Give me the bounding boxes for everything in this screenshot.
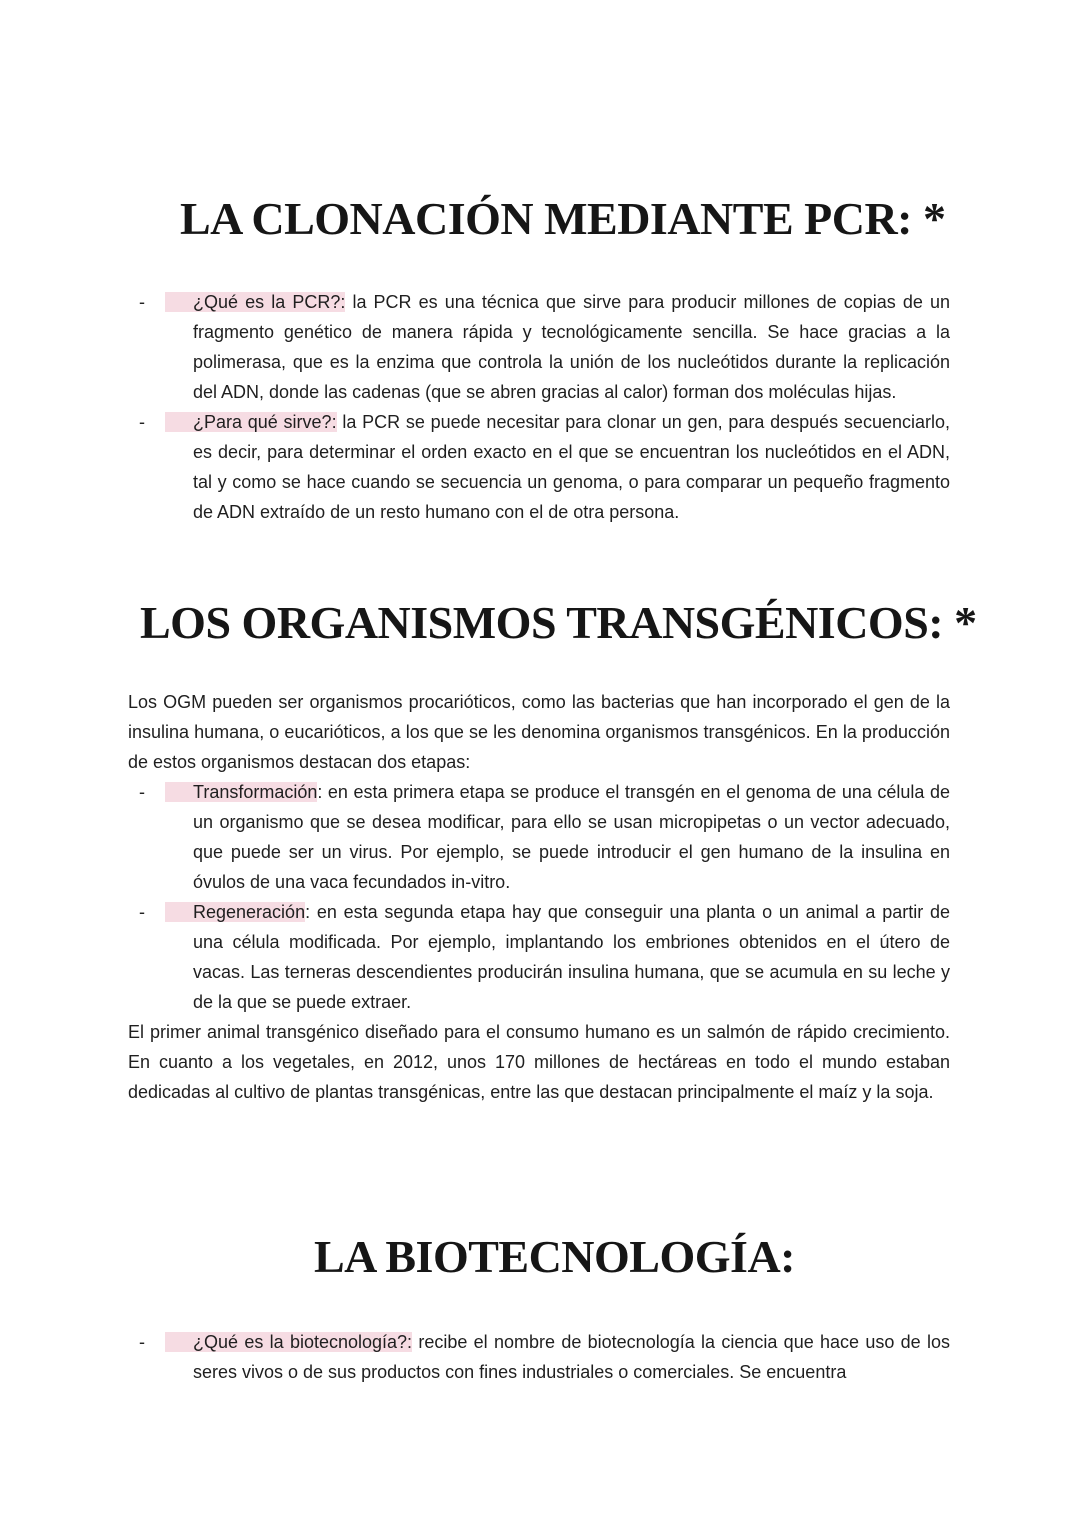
pcr-list — [128, 287, 950, 527]
highlighted-term: ¿Qué es la PCR?: — [193, 292, 346, 312]
list-item — [128, 407, 950, 527]
dash-bullet: - — [139, 902, 145, 922]
dash-bullet: - — [139, 1332, 145, 1352]
heading-biotechnology: LA BIOTECNOLOGÍA: — [314, 1231, 795, 1282]
list-item — [128, 777, 950, 897]
list-item — [128, 897, 950, 1017]
highlighted-term: Transformación — [193, 782, 318, 802]
heading-pcr-cloning: LA CLONACIÓN MEDIANTE PCR: * — [180, 193, 946, 244]
transgenic-closing-paragraph: El primer animal transgénico diseñado para el consumo humano es un salmón de rápido crecimiento. En cuanto a los vegetales, en 2012, unos 170 millones de hectáreas en todo el mundo estaban dedicadas al cultivo de plantas transgénicas, entre las que destacan principalmente el maíz y la soja. — [128, 1022, 950, 1102]
item-text: : en esta segunda etapa hay que conseguir una planta o un animal a partir de una célula modificada. Por ejemplo, implantando los embriones obtenidos en el útero de vacas. Las terneras descendientes producirán insulina humana, que se acumula en su leche y de la que se puede extraer. — [193, 902, 950, 1012]
item-text: la PCR es una técnica que sirve para producir millones de copias de un fragmento genético de manera rápida y tecnológicamente sencilla. Se hace gracias a la polimerasa, que es la enzima que controla la unión de los nucleótidos durante la replicación del ADN, donde las cadenas (que se abren gracias al calor) forman dos moléculas hijas. — [193, 292, 950, 402]
item-text: recibe el nombre de biotecnología la ciencia que hace uso de los seres vivos o de sus productos con fines industriales o comerciales. Se encuentra — [193, 1332, 951, 1382]
list-item — [128, 1327, 950, 1387]
dash-bullet: - — [139, 292, 145, 312]
item-text: la PCR se puede necesitar para clonar un gen, para después secuenciarlo, es decir, para determinar el orden exacto en el que se encuentran los nucleótidos en el ADN, tal y como se hace cuando se secuencia un genoma, o para comparar un pequeño fragmento de ADN extraído de un resto humano con el de otra persona. — [193, 412, 950, 522]
dash-bullet: - — [139, 782, 145, 802]
dash-bullet: - — [139, 412, 145, 432]
biotech-list — [128, 1327, 950, 1387]
highlighted-term: ¿Qué es la biotecnología?: — [193, 1332, 413, 1352]
heading-transgenic-organisms: LOS ORGANISMOS TRANSGÉNICOS: * — [140, 597, 977, 648]
item-text: : en esta primera etapa se produce el transgén en el genoma de una célula de un organismo que se desea modificar, para ello se usan micropipetas o un vector adecuado, que puede ser un virus. Por ejemplo, se puede introducir el gen humano de la insulina en óvulos de una vaca fecundados in-vitro. — [193, 782, 950, 892]
list-item — [128, 287, 950, 407]
highlighted-term: Regeneración — [193, 902, 306, 922]
transgenic-stages-list — [128, 777, 950, 1017]
highlighted-term: ¿Para qué sirve?: — [193, 412, 337, 432]
transgenic-intro-paragraph: Los OGM pueden ser organismos procarióticos, como las bacterias que han incorporado el gen de la insulina humana, o eucarióticos, a los que se les denomina organismos transgénicos. En la producción de estos organismos destacan dos etapas: — [128, 692, 950, 772]
